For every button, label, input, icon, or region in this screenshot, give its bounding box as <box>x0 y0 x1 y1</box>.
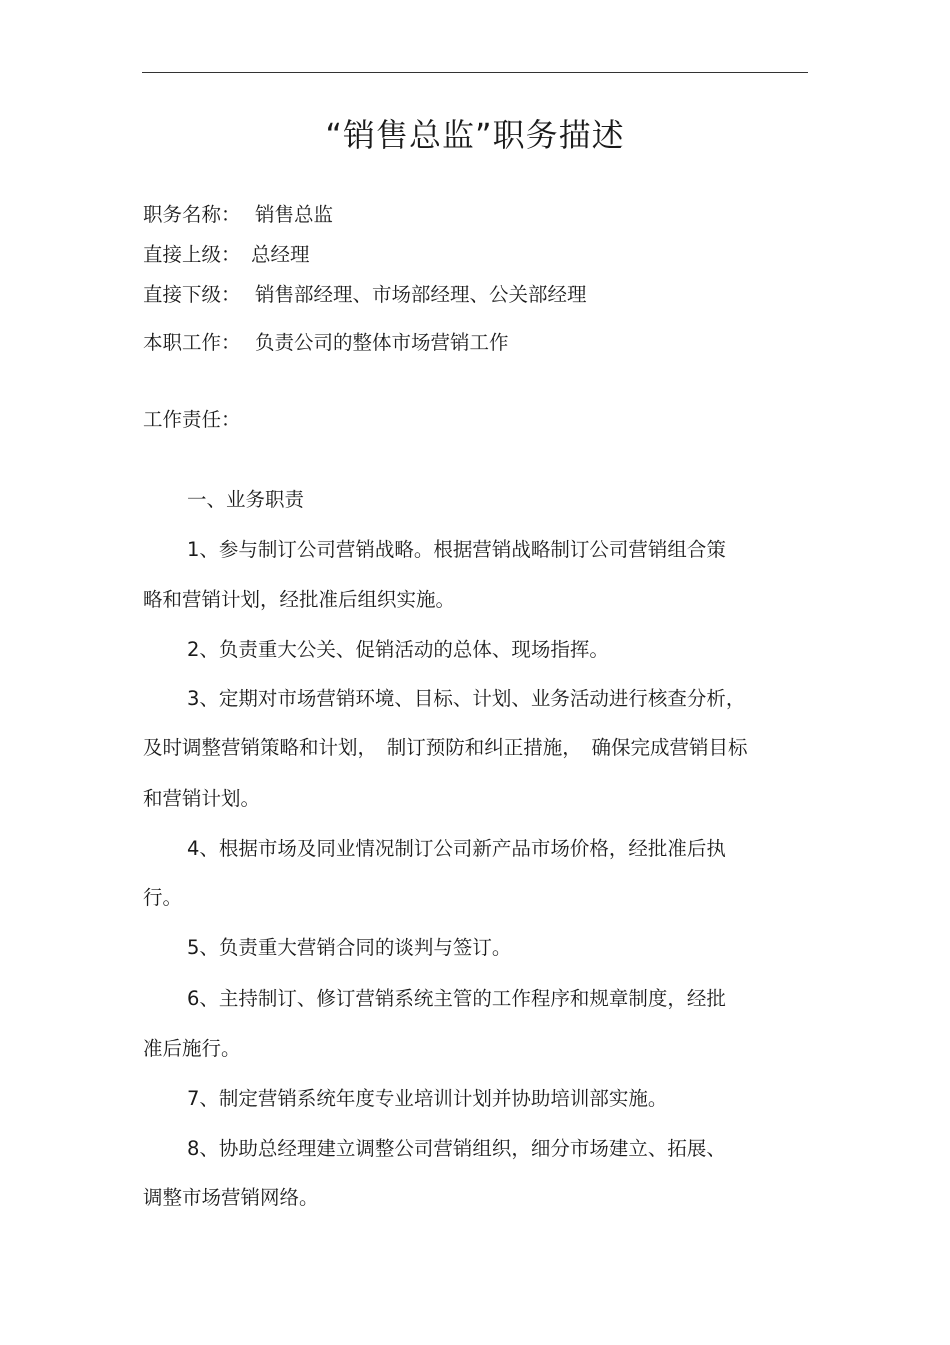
field-value: 销售总监 <box>255 203 334 226</box>
field-main-duty <box>143 329 509 357</box>
header-rule <box>142 72 808 73</box>
responsibilities-heading: 工作责任： <box>143 408 241 431</box>
duty-line: 7、制定营销系统年度专业培训计划并协助培训部实施。 <box>187 1087 668 1110</box>
duty-line: 和营销计划。 <box>143 787 261 810</box>
duty-line: 2、负责重大公关、促销活动的总体、现场指挥。 <box>187 638 609 661</box>
duty-line: 5、负责重大营销合同的谈判与签订。 <box>187 936 512 959</box>
page-title: “销售总监”职务描述 <box>325 116 625 154</box>
field-label: 本职工作： <box>143 331 241 354</box>
field-label: 直接上级： <box>143 243 241 266</box>
duty-line: 4、根据市场及同业情况制订公司新产品市场价格，经批准后执 <box>187 837 726 860</box>
duty-line: 1、参与制订公司营销战略。根据营销战略制订公司营销组合策 <box>187 538 726 561</box>
field-job-name <box>143 201 333 229</box>
duty-line: 及时调整营销策略和计划， 制订预防和纠正措施， 确保完成营销目标 <box>143 736 748 759</box>
duty-line: 3、定期对市场营销环境、目标、计划、业务活动进行核查分析， <box>187 687 746 710</box>
duty-line: 6、主持制订、修订营销系统主管的工作程序和规章制度，经批 <box>187 987 726 1010</box>
duty-line: 8、协助总经理建立调整公司营销组织，细分市场建立、拓展、 <box>187 1137 726 1160</box>
section-heading: 一、业务职责 <box>187 488 305 511</box>
field-value: 总经理 <box>251 243 310 266</box>
field-value: 销售部经理、市场部经理、公关部经理 <box>255 283 587 306</box>
duty-line: 行。 <box>143 886 183 909</box>
field-label: 职务名称： <box>143 203 241 226</box>
field-direct-superior <box>143 241 310 269</box>
duty-line: 调整市场营销网络。 <box>143 1186 319 1209</box>
duty-line: 准后施行。 <box>143 1037 241 1060</box>
field-value: 负责公司的整体市场营销工作 <box>255 331 509 354</box>
field-label: 直接下级： <box>143 283 241 306</box>
duty-line: 略和营销计划，经批准后组织实施。 <box>143 588 456 611</box>
field-direct-subordinates <box>143 281 587 309</box>
